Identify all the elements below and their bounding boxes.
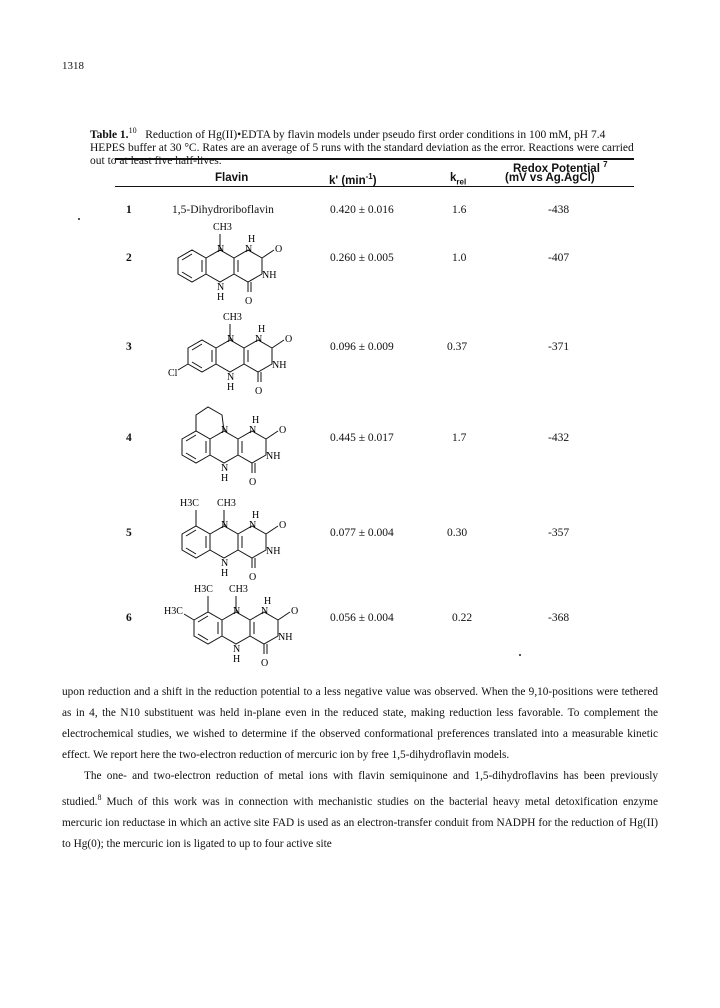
row-6-number: 6 <box>126 612 132 624</box>
header-k-prime-exp: -1 <box>365 172 373 181</box>
row-1-k-prime: 0.420 ± 0.016 <box>330 204 394 216</box>
row-5-number: 5 <box>126 527 132 539</box>
svg-text:H: H <box>252 510 260 521</box>
header-redox-ref: 7 <box>603 160 608 169</box>
svg-text:H: H <box>217 292 225 303</box>
svg-text:N: N <box>217 282 225 293</box>
svg-text:NH: NH <box>266 451 281 462</box>
header-redox-line2: (mV vs Ag.AgCl) <box>505 172 595 184</box>
header-k-prime <box>329 172 377 187</box>
svg-text:NH: NH <box>266 546 281 557</box>
row-3-k-rel: 0.37 <box>447 341 468 353</box>
flavin-3-drawing <box>158 306 308 396</box>
caption-label: Table 1. <box>90 128 129 141</box>
row-2-k-rel: 1.0 <box>452 252 467 264</box>
row-4-number: 4 <box>126 432 132 444</box>
header-flavin: Flavin <box>215 172 249 184</box>
row-1-number: 1 <box>126 204 132 216</box>
svg-text:O: O <box>245 296 253 307</box>
row-2-structure <box>158 216 308 306</box>
row-6-k-prime: 0.056 ± 0.004 <box>330 612 394 624</box>
page-number: 1318 <box>62 60 84 72</box>
row-4-redox: -432 <box>548 432 570 444</box>
row-3-redox: -371 <box>548 341 570 353</box>
svg-text:H: H <box>264 596 272 607</box>
flavin-6-drawing <box>158 578 308 668</box>
svg-text:O: O <box>249 477 257 488</box>
svg-text:H: H <box>252 415 260 426</box>
row-2-redox: -407 <box>548 252 570 264</box>
svg-text:N: N <box>233 644 241 655</box>
svg-text:O: O <box>279 425 287 436</box>
svg-text:O: O <box>285 334 293 345</box>
speck <box>78 218 80 220</box>
row-2-number: 2 <box>126 252 132 264</box>
svg-text:N: N <box>249 425 257 436</box>
svg-text:N: N <box>221 425 229 436</box>
flavin-2-drawing <box>158 216 308 306</box>
header-redox-text: Redox Potential <box>513 162 600 175</box>
svg-text:N: N <box>249 520 257 531</box>
header-k-prime-close: ) <box>372 174 377 187</box>
svg-text:O: O <box>249 572 257 583</box>
body-text <box>62 682 658 855</box>
row-4-k-prime: 0.445 ± 0.017 <box>330 432 394 444</box>
svg-text:CH3: CH3 <box>223 312 242 323</box>
svg-text:H: H <box>221 568 229 579</box>
svg-text:N: N <box>261 606 269 617</box>
header-k-prime-text: k' (min <box>329 174 366 187</box>
header-k-rel-sub: rel <box>456 177 467 187</box>
row-2-k-prime: 0.260 ± 0.005 <box>330 252 394 264</box>
svg-text:CH3: CH3 <box>229 584 248 595</box>
svg-text:N: N <box>233 606 241 617</box>
svg-text:H: H <box>258 324 266 335</box>
svg-text:H3C: H3C <box>194 584 213 595</box>
svg-text:N: N <box>221 520 229 531</box>
svg-text:NH: NH <box>272 360 287 371</box>
svg-text:CH3: CH3 <box>213 222 232 233</box>
paragraph-2-start: The one- and two-electron reduction of metal ions with flavin semiquinone and 1,5-dihydroflavins has been previously studied. <box>62 770 658 808</box>
row-5-redox: -357 <box>548 527 570 539</box>
row-4-k-rel: 1.7 <box>452 432 467 444</box>
svg-text:N: N <box>255 334 263 345</box>
paragraph-1: upon reduction and a shift in the reduction potential to a less negative value was observed. When the 9,10-positions were tethered as in 4, the N10 substituent was held in-plane even in the reduced state, making reduction less favorable. To complement the electrochemical studies, we wished to determine if the observed conformational preferences translated into a measurable kinetic effect. We report here the two-electron reduction of mercuric ion by free 1,5-dihydroflavin models. <box>62 686 658 761</box>
paragraph-2-rest: Much of this work was in connection with mechanistic studies on the bacterial heavy metal detoxification enzyme mercuric ion reductase in which an active site FAD is used as an electron-transfer conduit from NADPH for the reduction of Hg(II) to Hg(0); the mercuric ion is ligated to up to four active site <box>62 795 658 850</box>
row-1-redox: -438 <box>548 204 570 216</box>
svg-text:N: N <box>227 334 235 345</box>
row-6-structure <box>158 578 308 668</box>
svg-text:N: N <box>217 244 225 255</box>
svg-text:H: H <box>248 234 256 245</box>
row-6-k-rel: 0.22 <box>452 612 473 624</box>
svg-text:H3C: H3C <box>180 498 199 509</box>
svg-text:H: H <box>221 473 229 484</box>
svg-text:N: N <box>227 372 235 383</box>
svg-text:CH3: CH3 <box>217 498 236 509</box>
row-3-number: 3 <box>126 341 132 353</box>
svg-text:NH: NH <box>278 632 293 643</box>
flavin-4-drawing <box>158 397 308 487</box>
svg-text:N: N <box>245 244 253 255</box>
row-3-structure <box>158 306 308 396</box>
svg-text:O: O <box>275 244 283 255</box>
svg-text:O: O <box>291 606 299 617</box>
svg-text:H: H <box>233 654 241 665</box>
svg-text:O: O <box>261 658 269 669</box>
svg-text:O: O <box>279 520 287 531</box>
svg-text:O: O <box>255 386 263 397</box>
paragraph-2 <box>62 766 658 855</box>
caption-text: Reduction of Hg(II)•EDTA by flavin models under pseudo first order conditions in 100 mM, pH 7.4 HEPES buffer at 30 °C. Rates are an average of 5 runs with the standard deviation as the error. Reactions were carried out to at least five half-lives. <box>90 128 634 167</box>
svg-text:N: N <box>221 558 229 569</box>
row-5-structure <box>158 492 308 582</box>
row-1-flavin: 1,5-Dihydroriboflavin <box>172 204 274 216</box>
speck <box>519 654 521 656</box>
row-5-k-rel: 0.30 <box>447 527 468 539</box>
row-1-k-rel: 1.6 <box>452 204 467 216</box>
row-5-k-prime: 0.077 ± 0.004 <box>330 527 394 539</box>
svg-text:Cl: Cl <box>168 368 178 379</box>
row-4-structure <box>158 397 308 487</box>
svg-text:H: H <box>227 382 235 393</box>
caption-ref: 10 <box>128 126 137 135</box>
header-k-rel <box>450 172 466 186</box>
header-k-rel-base: k <box>450 172 457 184</box>
svg-text:H3C: H3C <box>164 606 183 617</box>
paragraph-2-ref: 8 <box>97 793 102 802</box>
svg-text:N: N <box>221 463 229 474</box>
svg-text:NH: NH <box>262 270 277 281</box>
flavin-5-drawing <box>158 492 308 582</box>
row-6-redox: -368 <box>548 612 570 624</box>
row-3-k-prime: 0.096 ± 0.009 <box>330 341 394 353</box>
